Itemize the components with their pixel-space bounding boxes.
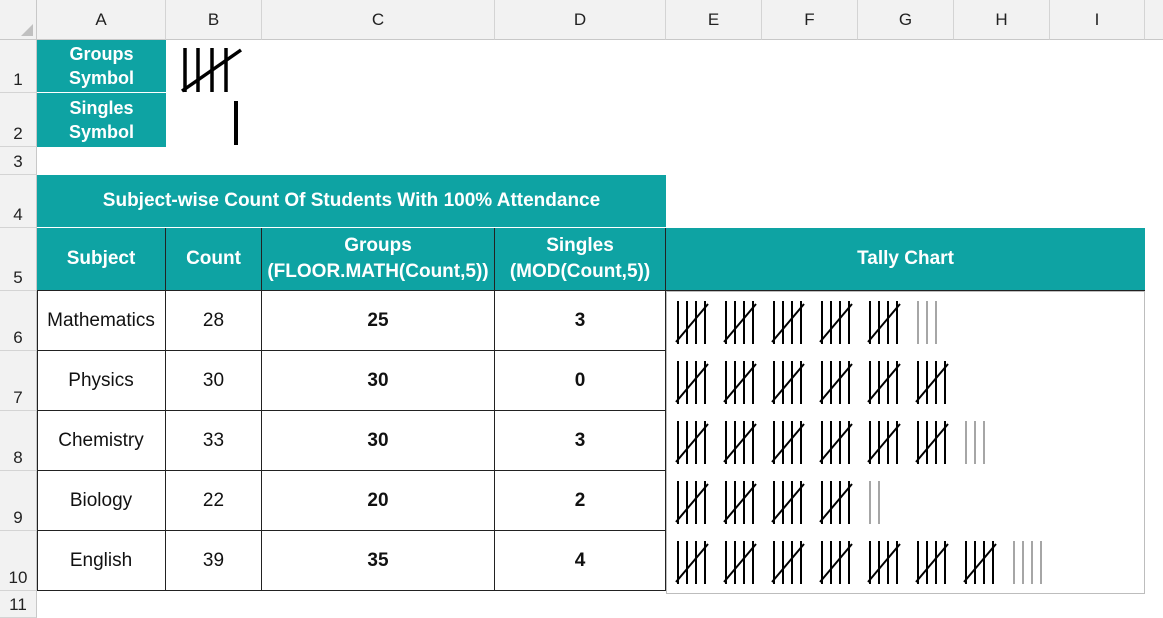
tally-group-mark (676, 361, 708, 404)
cell-subject-english[interactable]: English (37, 531, 166, 591)
header-count[interactable]: Count (166, 228, 262, 291)
cell-count-mathematics[interactable]: 28 (166, 291, 262, 351)
cell-groups-chemistry[interactable]: 30 (262, 411, 495, 471)
header-groups-line1: Groups (344, 235, 412, 257)
tally-group-mark (772, 421, 804, 464)
column-header-g[interactable]: G (858, 0, 954, 40)
cell-count-chemistry[interactable]: 33 (166, 411, 262, 471)
row-header-3[interactable]: 3 (0, 147, 37, 175)
column-header-d[interactable]: D (495, 0, 666, 40)
cell-singles-physics[interactable]: 0 (495, 351, 666, 411)
tally-group-mark (676, 541, 708, 584)
cell-groups-biology[interactable]: 20 (262, 471, 495, 531)
row-header-10[interactable]: 10 (0, 531, 37, 591)
tally-group-mark (820, 421, 852, 464)
tally-group-mark (772, 541, 804, 584)
tally-group-mark (868, 541, 900, 584)
tally-group-mark (820, 541, 852, 584)
tally-group-mark (868, 301, 900, 344)
column-header-f[interactable]: F (762, 0, 858, 40)
tally-group-mark (868, 421, 900, 464)
cell-count-biology[interactable]: 22 (166, 471, 262, 531)
tally-group-mark (724, 361, 756, 404)
select-all-icon (21, 24, 33, 36)
header-groups-line2: (FLOOR.MATH(Count,5)) (267, 261, 489, 282)
tally-group-mark (772, 481, 804, 524)
tally-group-mark (916, 361, 948, 404)
tally-group-mark (676, 481, 708, 524)
cell-groups-mathematics[interactable]: 25 (262, 291, 495, 351)
header-tally-chart[interactable]: Tally Chart (666, 228, 1145, 291)
row-header-2[interactable]: 2 (0, 93, 37, 147)
row-header-11[interactable]: 11 (0, 591, 37, 618)
cell-singles-mathematics[interactable]: 3 (495, 291, 666, 351)
cell-subject-biology[interactable]: Biology (37, 471, 166, 531)
tally-group-mark (964, 541, 996, 584)
tally-group-mark (724, 541, 756, 584)
tally-group-mark (724, 481, 756, 524)
cell-singles-chemistry[interactable]: 3 (495, 411, 666, 471)
tally-row-5 (667, 532, 1137, 592)
tally-group-mark (916, 421, 948, 464)
cell-singles-english[interactable]: 4 (495, 531, 666, 591)
column-header-i[interactable]: I (1050, 0, 1145, 40)
tally-group-mark (820, 361, 852, 404)
header-singles[interactable] (495, 228, 666, 291)
cell-subject-mathematics[interactable]: Mathematics (37, 291, 166, 351)
tally-row-4 (667, 472, 1137, 532)
cell-count-english[interactable]: 39 (166, 531, 262, 591)
cell-subject-chemistry[interactable]: Chemistry (37, 411, 166, 471)
tally-row-1 (667, 292, 1137, 352)
cell-subject-physics[interactable]: Physics (37, 351, 166, 411)
cell-singles-biology[interactable]: 2 (495, 471, 666, 531)
tally-group-icon (181, 46, 243, 96)
column-header-h[interactable]: H (954, 0, 1050, 40)
row-header-7[interactable]: 7 (0, 351, 37, 411)
tally-chart-area[interactable] (666, 291, 1145, 594)
header-groups[interactable] (262, 228, 495, 291)
tally-group-mark (724, 301, 756, 344)
row-header-1[interactable]: 1 (0, 40, 37, 93)
tally-group-mark (772, 361, 804, 404)
row-header-4[interactable]: 4 (0, 175, 37, 228)
header-subject[interactable]: Subject (37, 228, 166, 291)
tally-group-mark (868, 361, 900, 404)
cell-groups-physics[interactable]: 30 (262, 351, 495, 411)
cell-count-physics[interactable]: 30 (166, 351, 262, 411)
row-header-8[interactable]: 8 (0, 411, 37, 471)
tally-single-icon (232, 100, 240, 146)
tally-row-3 (667, 412, 1137, 472)
tally-group-mark (676, 301, 708, 344)
column-header-e[interactable]: E (666, 0, 762, 40)
cell-groups-english[interactable]: 35 (262, 531, 495, 591)
tally-group-mark (772, 301, 804, 344)
select-all-corner[interactable] (0, 0, 37, 40)
column-header-b[interactable]: B (166, 0, 262, 40)
header-singles-line1: Singles (546, 235, 614, 257)
row-header-6[interactable]: 6 (0, 291, 37, 351)
tally-row-2 (667, 352, 1137, 412)
column-header-c[interactable]: C (262, 0, 495, 40)
tally-group-mark (724, 421, 756, 464)
tally-group-mark (676, 421, 708, 464)
tally-group-mark (820, 481, 852, 524)
row-header-9[interactable]: 9 (0, 471, 37, 531)
tally-group-mark (916, 541, 948, 584)
groups-symbol-label[interactable]: Groups Symbol (37, 40, 166, 93)
column-header-j[interactable] (1145, 0, 1163, 40)
singles-symbol-label[interactable]: Singles Symbol (37, 93, 166, 147)
column-header-a[interactable]: A (37, 0, 166, 40)
table-title[interactable]: Subject-wise Count Of Students With 100% Attendance (37, 175, 666, 228)
tally-group-mark (820, 301, 852, 344)
header-singles-line2: (MOD(Count,5)) (509, 261, 651, 282)
row-header-5[interactable]: 5 (0, 228, 37, 291)
